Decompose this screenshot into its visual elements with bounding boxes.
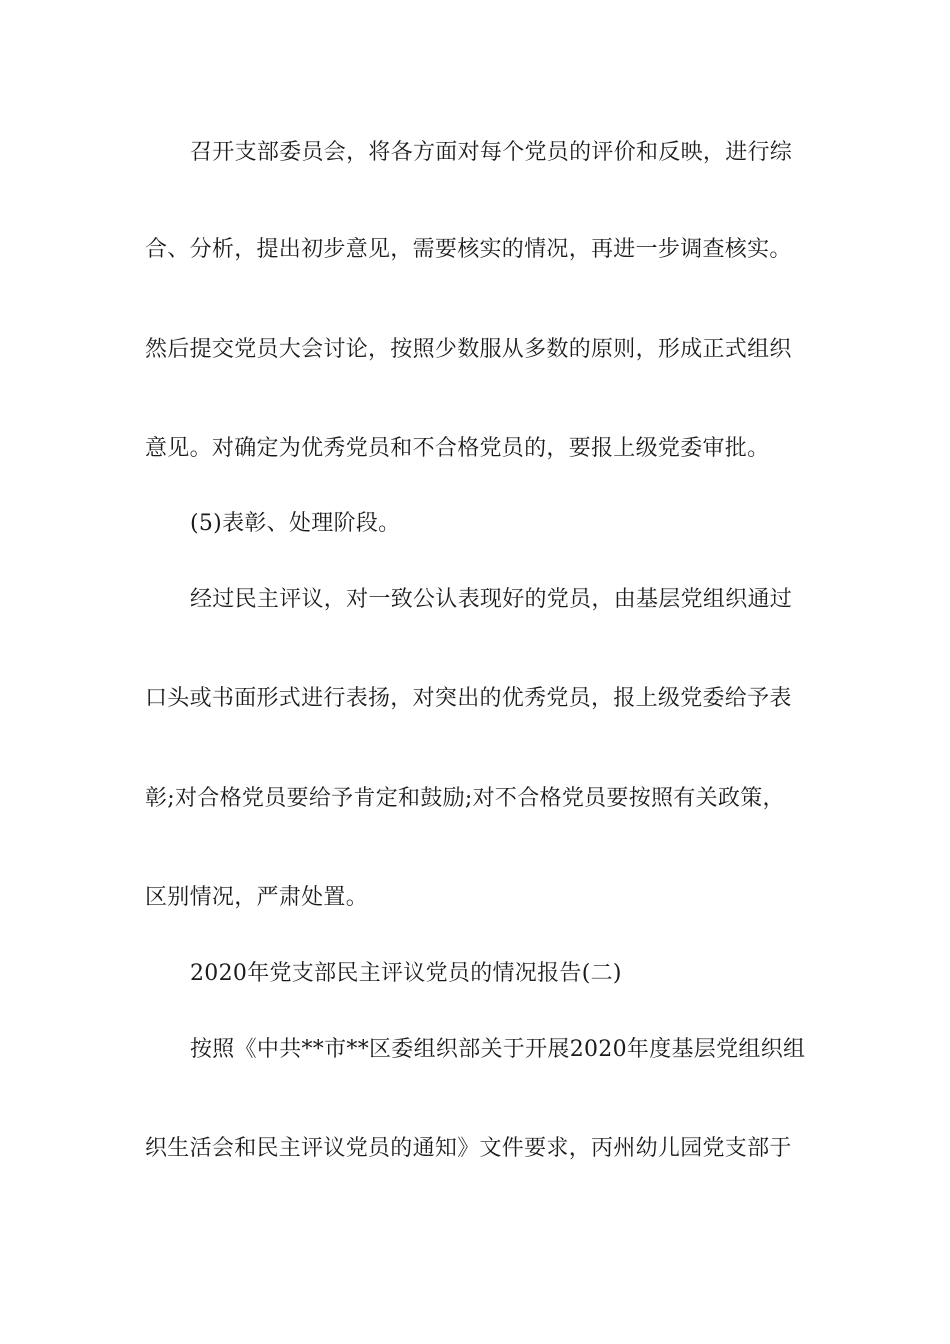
report-title: 2020年党支部民主评议党员的情况报告(二) xyxy=(190,961,622,986)
text-line: 意见。对确定为优秀党员和不合格党员的，要报上级党委审批。 xyxy=(145,436,770,461)
text-line: 织生活会和民主评议党员的通知》文件要求，丙州幼儿园党支部于 xyxy=(145,1136,792,1161)
text-line: 经过民主评议，对一致公认表现好的党员，由基层党组织通过 xyxy=(190,587,793,612)
text-line: 合、分析，提出初步意见，需要核实的情况，再进一步调查核实。 xyxy=(145,237,792,262)
text-line: 然后提交党员大会讨论，按照少数服从多数的原则，形成正式组织 xyxy=(145,337,792,362)
text-line: 召开支部委员会，将各方面对每个党员的评价和反映，进行综 xyxy=(190,140,793,165)
section-heading: (5)表彰、处理阶段。 xyxy=(190,511,401,536)
text-line: 按照《中共**市**区委组织部关于开展2020年度基层党组织组 xyxy=(190,1037,806,1062)
text-line: 区别情况，严肃处置。 xyxy=(145,885,369,910)
text-line: 口头或书面形式进行表扬，对突出的优秀党员，报上级党委给予表 xyxy=(145,686,792,711)
text-line: 彰;对合格党员要给予肯定和鼓励;对不合格党员要按照有关政策， xyxy=(145,786,785,811)
